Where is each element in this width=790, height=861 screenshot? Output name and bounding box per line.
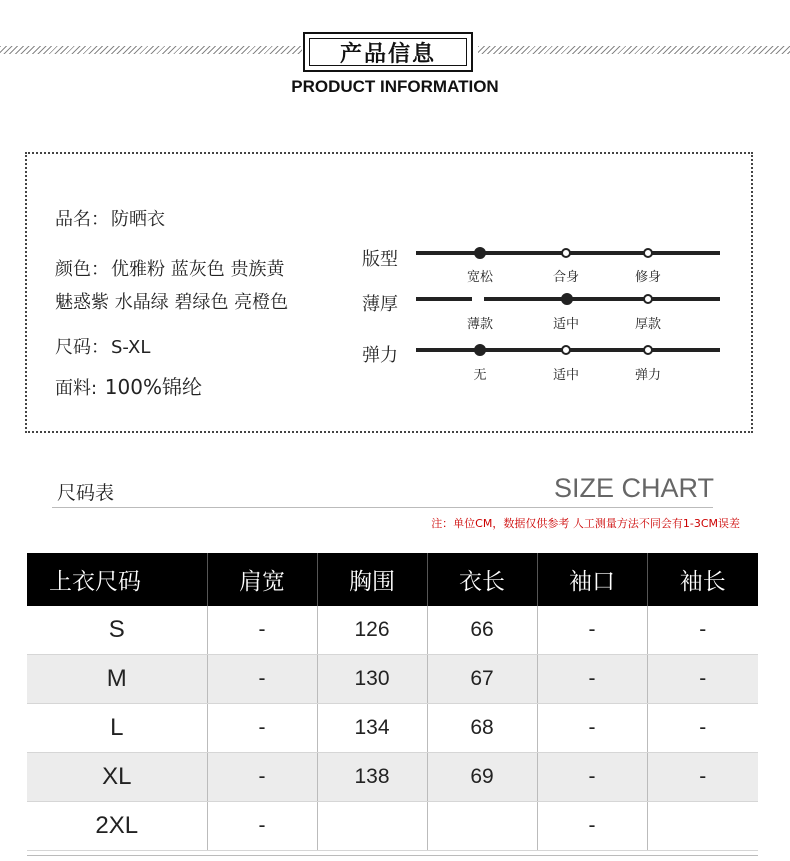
product-name-value: 防晒衣 [111,209,165,230]
col-header-size: 上衣尺码 [27,553,207,606]
cell-cuff: - [537,704,647,753]
page-title: 产品信息 [303,32,473,72]
product-fabric-value: 100%锦纶 [104,375,202,399]
slider-thickness-gap [472,296,484,302]
slider-fit-dot-1 [474,247,486,259]
cell-size: L [27,704,207,753]
size-chart-note: 注：单位CM，数据仅供参考 人工测量方法不同会有1-3CM误差 [431,517,740,530]
table-row [27,802,758,851]
slider-elasticity-tick-3: 弹力 [634,368,661,383]
slider-fit-dot-3 [643,248,653,258]
slider-elasticity-tick-2: 适中 [552,368,579,383]
slider-elasticity-dot-1 [474,344,486,356]
table-row [27,655,758,704]
cell-length: 67 [427,655,537,704]
size-table-header [27,553,758,606]
product-size-value: S-XL [111,337,151,358]
cell-size: S [27,606,207,655]
cell-cuff: - [537,753,647,802]
product-fabric-row [55,371,202,400]
cell-cuff: - [537,802,647,851]
product-color-line2: 魅惑紫 水晶绿 碧绿色 亮橙色 [55,292,289,313]
cell-shoulder: - [207,802,317,851]
page-subtitle: PRODUCT INFORMATION [291,77,499,96]
cell-sleeve: - [647,606,758,655]
product-color-row [55,255,284,281]
slider-fit-tick-2: 合身 [552,270,579,285]
slider-thickness-label: 薄厚 [362,294,398,315]
table-row [27,753,758,802]
slider-thickness-tick-2: 适中 [552,317,579,332]
header-hatch-right [478,46,790,54]
slider-elasticity-label: 弹力 [362,345,398,366]
slider-fit-dot-2 [561,248,571,258]
cell-length: 66 [427,606,537,655]
cell-chest: 130 [317,655,427,704]
cell-size: XL [27,753,207,802]
cell-sleeve [647,802,758,851]
header-hatch-left [0,46,302,54]
slider-fit-tick-3: 修身 [634,270,661,285]
cell-shoulder: - [207,753,317,802]
cell-cuff: - [537,606,647,655]
slider-elasticity-dot-3 [643,345,653,355]
cell-size: M [27,655,207,704]
table-row [27,606,758,655]
col-header-cuff: 袖口 [537,553,647,606]
cell-chest: 134 [317,704,427,753]
cell-cuff: - [537,655,647,704]
col-header-chest: 胸围 [317,553,427,606]
cell-length [427,802,537,851]
slider-thickness-tick-3: 厚款 [634,317,661,332]
cell-sleeve: - [647,704,758,753]
col-header-sleeve: 袖长 [647,553,758,606]
size-chart-divider [52,507,713,508]
product-color-row-2 [55,288,288,314]
slider-fit-label: 版型 [362,249,398,270]
slider-elasticity-tick-1: 无 [473,368,487,383]
cell-shoulder: - [207,655,317,704]
cell-length: 69 [427,753,537,802]
col-header-shoulder: 肩宽 [207,553,317,606]
product-color-label: 颜色： [55,259,109,280]
slider-thickness-dot-3 [643,294,653,304]
product-name-row [55,205,165,231]
cell-length: 68 [427,704,537,753]
cell-sleeve: - [647,753,758,802]
slider-fit-tick-1: 宽松 [466,270,493,285]
slider-elasticity-dot-2 [561,345,571,355]
slider-thickness-tick-1: 薄款 [466,317,493,332]
table-bottom-line [27,855,758,856]
table-row [27,704,758,753]
size-chart-title-en: SIZE CHART [553,473,714,503]
cell-chest: 126 [317,606,427,655]
size-chart-title: 尺码表 [57,482,115,504]
product-size-label: 尺码： [55,337,109,358]
product-size-row [55,333,150,359]
size-table [27,553,758,851]
col-header-length: 衣长 [427,553,537,606]
cell-shoulder: - [207,704,317,753]
product-fabric-label: 面料: [55,378,103,399]
cell-chest [317,802,427,851]
slider-thickness-dot-2 [561,293,573,305]
cell-shoulder: - [207,606,317,655]
cell-chest: 138 [317,753,427,802]
cell-sleeve: - [647,655,758,704]
product-name-label: 品名： [55,209,109,230]
cell-size: 2XL [27,802,207,851]
product-color-line1: 优雅粉 蓝灰色 贵族黄 [111,259,285,280]
